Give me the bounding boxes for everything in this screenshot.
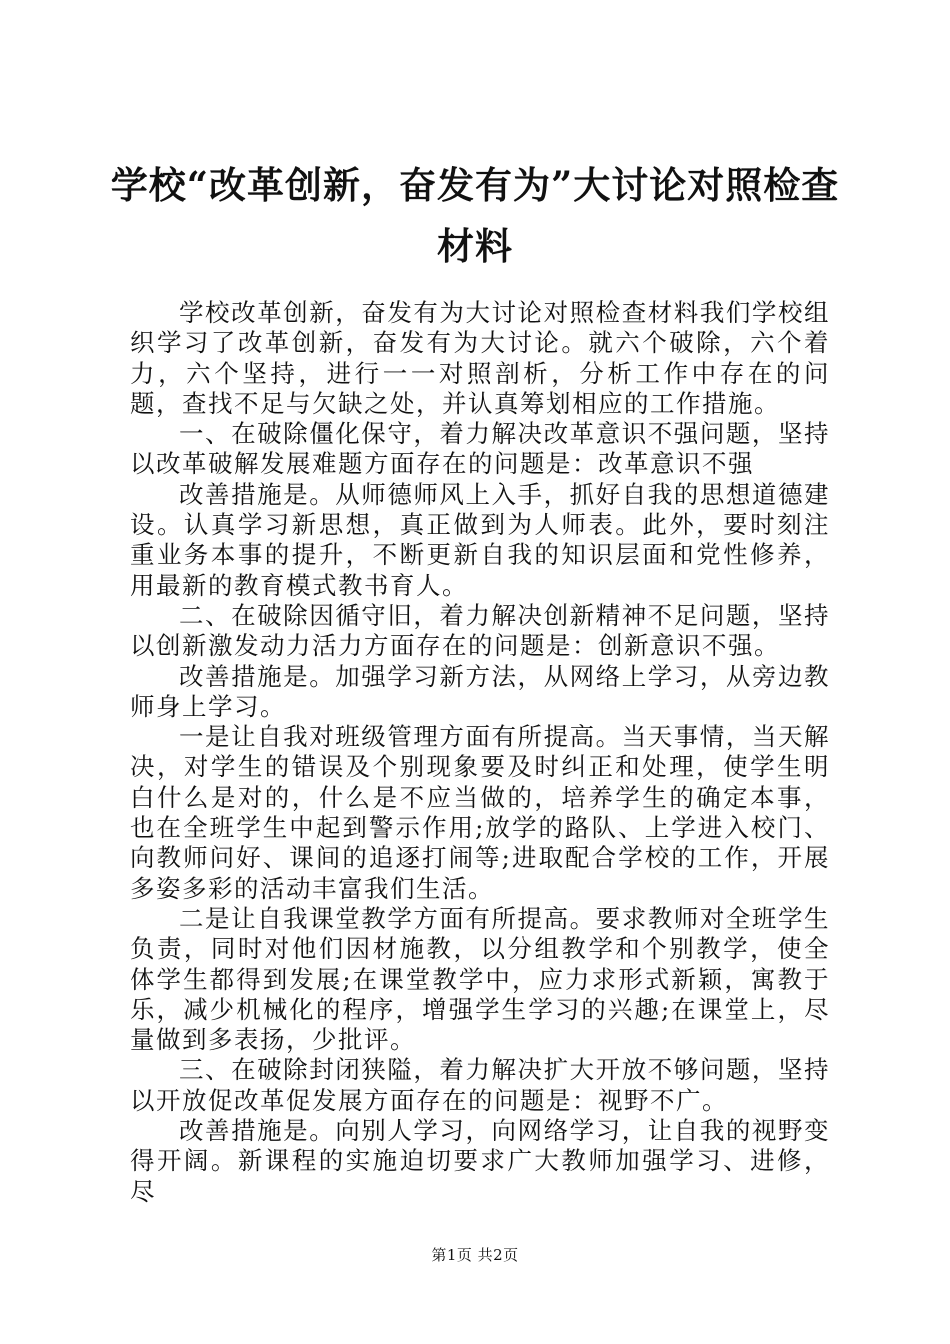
document-title-line-1: 学校“改革创新，奋发有为”大讨论对照检查 bbox=[110, 163, 840, 207]
page-number-footer: 第1页 共2页 bbox=[431, 1246, 519, 1264]
body-paragraph: 一是让自我对班级管理方面有所提高。当天事情，当天解决，对学生的错误及个别现象要及时纠正和处理，使学生明白什么是对的，什么是不应当做的，培养学生的确定本事，也在全班学生中起到警示作用;放学的路队、上学进入校门、向教师问好、课间的追逐打闹等;进取配合学校的工作，开展多姿多彩的活动丰富我们生活。 bbox=[130, 722, 830, 903]
body-paragraph: 一、在破除僵化保守，着力解决改革意识不强问题，坚持以改革破解发展难题方面存在的问题是：改革意识不强 bbox=[130, 419, 830, 479]
body-paragraph: 改善措施是。加强学习新方法，从网络上学习，从旁边教师身上学习。 bbox=[130, 661, 830, 721]
body-paragraph: 学校改革创新，奋发有为大讨论对照检查材料我们学校组织学习了改革创新，奋发有为大讨论。就六个破除，六个着力，六个坚持，进行一一对照剖析，分析工作中存在的问题，查找不足与欠缺之处，并认真筹划相应的工作措施。 bbox=[130, 298, 830, 418]
document-title-line-2: 材料 bbox=[437, 224, 513, 268]
body-paragraph: 三、在破除封闭狭隘，着力解决扩大开放不够问题，坚持以开放促改革促发展方面存在的问题是：视野不广。 bbox=[130, 1055, 830, 1115]
body-paragraph: 二是让自我课堂教学方面有所提高。要求教师对全班学生负责，同时对他们因材施教，以分组教学和个别教学，使全体学生都得到发展;在课堂教学中，应力求形式新颖，寓教于乐，减少机械化的程序，增强学生学习的兴趣;在课堂上，尽量做到多表扬，少批评。 bbox=[130, 903, 830, 1055]
body-paragraph: 二、在破除因循守旧，着力解决创新精神不足问题，坚持以创新激发动力活力方面存在的问题是：创新意识不强。 bbox=[130, 600, 830, 661]
body-paragraph: 改善措施是。从师德师风上入手，抓好自我的思想道德建设。认真学习新思想，真正做到为人师表。此外，要时刻注重业务本事的提升，不断更新自我的知识层面和党性修养，用最新的教育模式教书育人。 bbox=[130, 479, 830, 600]
body-paragraph: 改善措施是。向别人学习，向网络学习，让自我的视野变得开阔。新课程的实施迫切要求广大教师加强学习、进修，尽 bbox=[130, 1116, 830, 1206]
document-body bbox=[130, 298, 830, 1207]
